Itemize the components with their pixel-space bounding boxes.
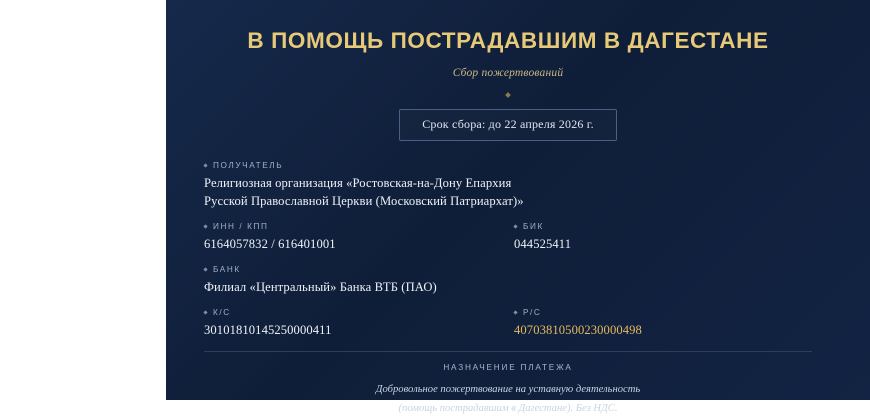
bank-label: БАНК — [213, 265, 241, 274]
rs-label: Р/С — [523, 308, 542, 317]
field-bank — [204, 265, 812, 295]
recipient-label: ПОЛУЧАТЕЛЬ — [213, 161, 284, 170]
inn-label-row — [204, 222, 508, 231]
bullet-icon — [203, 224, 207, 228]
bullet-icon — [203, 163, 207, 167]
page-title: В ПОМОЩЬ ПОСТРАДАВШИМ В ДАГЕСТАНЕ — [247, 28, 769, 53]
inn-kpp-label: ИНН / КПП — [213, 222, 269, 231]
ks-label-row — [204, 308, 508, 317]
left-white-margin — [0, 0, 166, 400]
bank-details — [190, 161, 826, 338]
field-row-inn-bik — [204, 222, 812, 252]
recipient-label-row — [204, 161, 812, 170]
section-divider — [204, 351, 812, 352]
bik-value: 044525411 — [514, 237, 572, 251]
purpose-label: НАЗНАЧЕНИЕ ПЛАТЕЖА — [443, 363, 573, 372]
deadline-row — [190, 109, 826, 141]
bik-label: БИК — [523, 222, 544, 231]
donation-card — [166, 0, 870, 415]
field-inn-kpp — [204, 222, 508, 252]
bullet-icon — [513, 310, 517, 314]
card-subtitle: Сбор пожертвований — [452, 67, 564, 79]
field-recipient — [204, 161, 812, 209]
rs-label-row — [514, 308, 812, 317]
field-ks — [204, 308, 508, 338]
payment-purpose — [190, 363, 826, 418]
recipient-value-line1: Религиозная организация «Ростовская-на-Дону Епархия — [204, 176, 512, 190]
field-rs — [508, 308, 812, 338]
field-bik — [508, 222, 812, 252]
bullet-icon — [203, 267, 207, 271]
ks-label: К/С — [213, 308, 231, 317]
recipient-value-line2: Русской Православной Церкви (Московский Патриархат)» — [204, 194, 524, 208]
deadline-badge: Срок сбора: до 22 апреля 2026 г. — [399, 109, 617, 141]
ornament-divider — [190, 91, 826, 99]
ks-value: 30101810145250000411 — [204, 323, 332, 337]
purpose-line2: (помощь пострадавшим в Дагестане). Без НДС. — [398, 403, 618, 415]
bank-label-row — [204, 265, 812, 274]
bank-value: Филиал «Центральный» Банка ВТБ (ПАО) — [204, 280, 437, 294]
bullet-icon — [203, 310, 207, 314]
bik-label-row — [514, 222, 812, 231]
diamond-icon — [505, 92, 511, 98]
purpose-line1: Добровольное пожертвование на уставную деятельность — [375, 384, 641, 395]
card-inner — [166, 0, 870, 415]
bullet-icon — [513, 224, 517, 228]
inn-kpp-value: 6164057832 / 616401001 — [204, 237, 336, 251]
field-row-ks-rs — [204, 308, 812, 338]
rs-value: 40703810500230000498 — [514, 323, 642, 337]
